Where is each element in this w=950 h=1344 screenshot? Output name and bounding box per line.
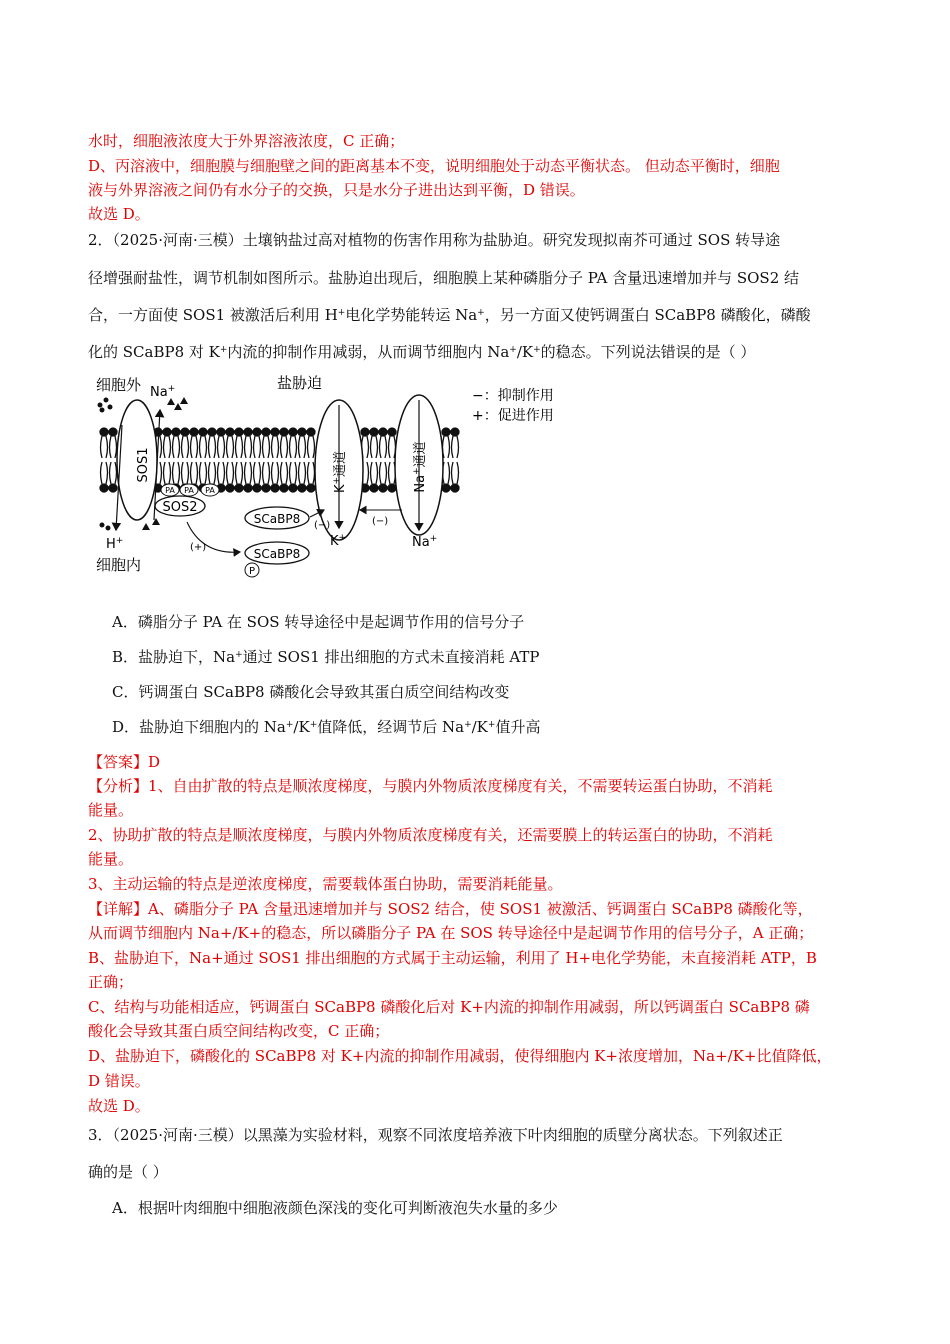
q2-detail-1: 【详解】A、磷脂分子 PA 含量迅速增加并与 SOS2 结合，使 SOS1 被激活、钙调蛋白 SCaBP8 磷酸化等， (88, 900, 813, 918)
q2-analysis-1: 【分析】1、自由扩散的特点是顺浓度梯度，与膜内外物质浓度梯度有关，不需要转运蛋白协助，不消耗 (88, 777, 773, 795)
prev-answer-line-2: D、丙溶液中，细胞膜与细胞壁之间的距离基本不变，说明细胞处于动态平衡状态。 但动态平衡时，细胞 (88, 157, 780, 175)
q2-option-c: C．钙调蛋白 SCaBP8 磷酸化会导致其蛋白质空间结构改变 (112, 683, 510, 701)
q2-detail-4: 正确； (88, 973, 134, 991)
na-top-label: Na+ (150, 384, 176, 400)
inhibit-mark-2: (−) (372, 516, 389, 527)
prev-answer-line-1: 水时，细胞液浓度大于外界溶液浓度，C 正确； (88, 132, 405, 150)
q2-analysis-5: 3、主动运输的特点是逆浓度梯度，需要载体蛋白协助，需要消耗能量。 (88, 875, 563, 893)
outside-label: 细胞外 (96, 376, 142, 394)
na-out-label: Na+ (412, 534, 438, 550)
svg-text:PA: PA (205, 486, 215, 495)
q2-analysis-3: 2、协助扩散的特点是顺浓度梯度，与膜内外物质浓度梯度有关，还需要膜上的转运蛋白的协助，不消耗 (88, 826, 773, 844)
q2-detail-2: 从而调节细胞内 Na+/K+的稳态，所以磷脂分子 PA 在 SOS 转导途径中是起调节作用的信号分子，A 正确； (88, 924, 814, 942)
promote-mark: (+) (190, 542, 207, 553)
prev-answer-line-4: 故选 D。 (88, 205, 150, 223)
inside-ions-icon (100, 518, 161, 531)
prev-answer-line-3: 液与外界溶液之间仍有水分子的交换，只是水分子进出达到平衡，D 错误。 (88, 181, 585, 199)
na-channel-label: Na+通道 (412, 441, 428, 493)
k-out-label: K+ (330, 533, 347, 549)
svg-text:PA: PA (165, 486, 175, 495)
svg-text:P: P (248, 566, 256, 577)
sos2-label: SOS2 (162, 500, 198, 515)
q3-stem-line-1: 3．（2025·河南·三模）以黑藻为实验材料，观察不同浓度培养液下叶肉细胞的质壁分离状态。下列叙述正 (88, 1126, 783, 1144)
q2-detail-7: D、盐胁迫下，磷酸化的 SCaBP8 对 K+内流的抑制作用减弱，使得细胞内 K+浓度增加，Na+/K+比值降低， (88, 1047, 832, 1065)
q2-detail-3: B、盐胁迫下，Na+通过 SOS1 排出细胞的方式属于主动运输，利用了 H+电化学势能，未直接消耗 ATP，B (88, 949, 817, 967)
k-channel-label: K+通道 (332, 450, 348, 494)
salt-stress-label: 盐胁迫 (277, 374, 323, 392)
q2-answer: 【答案】D (88, 753, 161, 771)
legend-inhibit: −：抑制作用 (472, 388, 554, 404)
q2-detail-6: 酸化会导致其蛋白质空间结构改变，C 正确； (88, 1022, 390, 1040)
q2-analysis-2: 能量。 (88, 801, 134, 819)
h-label: H+ (106, 536, 124, 552)
q2-conclusion: 故选 D。 (88, 1097, 150, 1115)
svg-text:PA: PA (184, 486, 194, 495)
q2-detail-5: C、结构与功能相适应，钙调蛋白 SCaBP8 磷酸化后对 K+内流的抑制作用减弱，所以钙调蛋白 SCaBP8 磷 (88, 998, 810, 1016)
q3-stem-line-2: 确的是（ ） (88, 1163, 168, 1181)
q2-option-a: A．磷脂分子 PA 在 SOS 转导途径中是起调节作用的信号分子 (112, 613, 525, 631)
inhibit-mark-1: (−) (314, 520, 331, 531)
q2-option-d: D．盐胁迫下细胞内的 Na+/K+值降低，经调节后 Na+/K+值升高 (112, 718, 541, 736)
q2-stem-line-2: 径增强耐盐性，调节机制如图所示。盐胁迫出现后，细胞膜上某种磷脂分子 PA 含量迅速增加并与 SOS2 结 (88, 269, 800, 287)
scabp8-label: SCaBP8 (253, 512, 301, 526)
inside-label: 细胞内 (96, 556, 142, 574)
q2-detail-8: D 错误。 (88, 1072, 150, 1090)
q2-stem-line-3: 合，一方面使 SOS1 被激活后利用 H+电化学势能转运 Na+，另一方面又使钙调蛋白 SCaBP8 磷酸化，磷酸 (88, 306, 811, 324)
membrane-diagram (92, 370, 592, 580)
legend-promote: +：促进作用 (472, 408, 554, 424)
q2-option-b: B．盐胁迫下，Na+通过 SOS1 排出细胞的方式未直接消耗 ATP (112, 648, 540, 666)
q2-analysis-4: 能量。 (88, 850, 134, 868)
q3-option-a: A．根据叶肉细胞中细胞液颜色深浅的变化可判断液泡失水量的多少 (112, 1199, 558, 1217)
scabp8-p-label: SCaBP8 (253, 547, 301, 561)
q2-stem-line-1: 2．（2025·河南·三模）土壤钠盐过高对植物的伤害作用称为盐胁迫。研究发现拟南芥可通过 SOS 转导途 (88, 231, 781, 249)
q2-stem-line-4: 化的 SCaBP8 对 K+内流的抑制作用减弱，从而调节细胞内 Na+/K+的稳态。下列说法错误的是（ ） (88, 343, 756, 361)
sos1-label: SOS1 (136, 447, 151, 483)
